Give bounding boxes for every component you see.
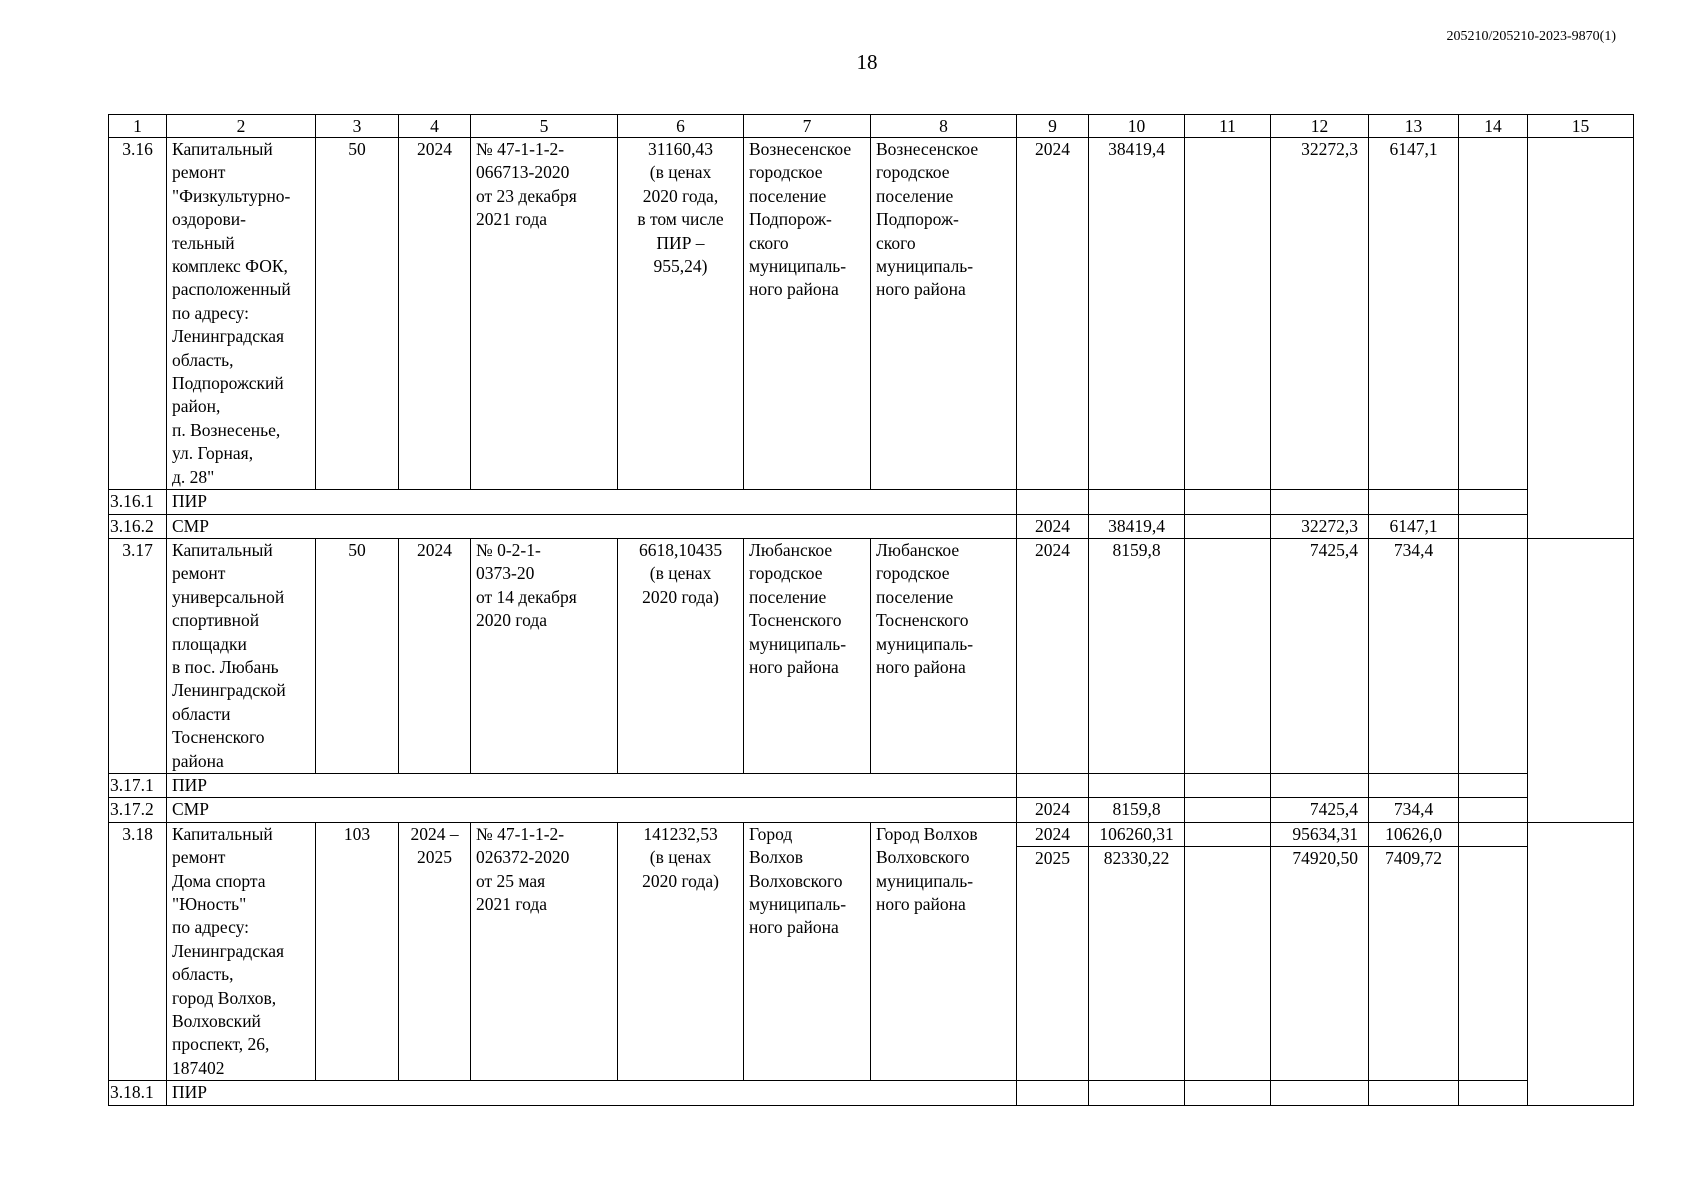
table-row [109, 490, 1634, 514]
cell-c13 [1369, 1081, 1459, 1105]
cell-c10 [1089, 773, 1185, 797]
cell-c9: 2024 [1017, 798, 1089, 822]
table-row [109, 822, 1634, 846]
cell-c5: № 0-2-1- 0373-20 от 14 декабря 2020 года [471, 538, 618, 773]
cell-c10: 82330,22 [1089, 847, 1185, 1081]
cell-c4: 2024 [399, 538, 471, 773]
cell-c14 [1459, 514, 1528, 538]
row-number: 3.17 [109, 538, 167, 773]
column-header: 11 [1185, 115, 1271, 138]
cell-c11 [1185, 773, 1271, 797]
column-header: 5 [471, 115, 618, 138]
cell-c9: 2024 [1017, 138, 1089, 490]
table-row [109, 798, 1634, 822]
cell-c12: 95634,31 [1271, 822, 1369, 846]
cell-c6: 6618,10435 (в ценах 2020 года) [618, 538, 744, 773]
column-numbers-row [109, 115, 1634, 138]
column-header: 6 [618, 115, 744, 138]
cell-c6: 31160,43 (в ценах 2020 года, в том числе ПИР – 955,24) [618, 138, 744, 490]
table-row [109, 773, 1634, 797]
cell-c13 [1369, 490, 1459, 514]
cell-c14 [1459, 798, 1528, 822]
cell-c14 [1459, 773, 1528, 797]
cell-c9: 2025 [1017, 847, 1089, 1081]
column-header: 9 [1017, 115, 1089, 138]
cell-c10 [1089, 1081, 1185, 1105]
cell-c8: Любанское городское поселение Тосненского муниципаль- ного района [871, 538, 1017, 773]
row-number: 3.16.2 [109, 514, 167, 538]
column-header: 8 [871, 115, 1017, 138]
cell-c14 [1459, 538, 1528, 773]
object-name: Капитальный ремонт универсальной спортивной площадки в пос. Любань Ленинградской области Тосненского района [167, 538, 316, 773]
cell-c14 [1459, 490, 1528, 514]
cell-c11 [1185, 538, 1271, 773]
cell-c13: 7409,72 [1369, 847, 1459, 1081]
cell-c12 [1271, 490, 1369, 514]
cell-c9: 2024 [1017, 514, 1089, 538]
cell-c3: 50 [316, 538, 399, 773]
cell-c11 [1185, 138, 1271, 490]
cell-c5: № 47-1-1-2- 026372-2020 от 25 мая 2021 года [471, 822, 618, 1080]
cell-c10: 8159,8 [1089, 798, 1185, 822]
cell-c11 [1185, 847, 1271, 1081]
column-header: 14 [1459, 115, 1528, 138]
cell-c11 [1185, 514, 1271, 538]
column-header: 12 [1271, 115, 1369, 138]
cell-c12 [1271, 1081, 1369, 1105]
column-header: 7 [744, 115, 871, 138]
cell-c9 [1017, 773, 1089, 797]
cell-c3: 50 [316, 138, 399, 490]
cell-c12: 32272,3 [1271, 514, 1369, 538]
column-header: 13 [1369, 115, 1459, 138]
cell-c10: 106260,31 [1089, 822, 1185, 846]
cell-c15 [1528, 538, 1634, 822]
row-number: 3.16 [109, 138, 167, 490]
cell-c11 [1185, 1081, 1271, 1105]
cell-c9 [1017, 490, 1089, 514]
row-label: ПИР [167, 1081, 1017, 1105]
cell-c12: 7425,4 [1271, 538, 1369, 773]
object-name: Капитальный ремонт "Физкультурно- оздорови- тельный комплекс ФОК, расположенный по адресу: Ленинградская область, Подпорожский район, п. Вознесенье, ул. Горная, д. 28" [167, 138, 316, 490]
row-label: ПИР [167, 490, 1017, 514]
cell-c5: № 47-1-1-2- 066713-2020 от 23 декабря 2021 года [471, 138, 618, 490]
cell-c9: 2024 [1017, 538, 1089, 773]
cell-c14 [1459, 138, 1528, 490]
cell-c8: Вознесенское городское поселение Подпорож- ского муниципаль- ного района [871, 138, 1017, 490]
table-row [109, 138, 1634, 490]
cell-c12: 7425,4 [1271, 798, 1369, 822]
cell-c15 [1528, 822, 1634, 1105]
objects-table [108, 114, 1634, 1106]
cell-c13: 734,4 [1369, 798, 1459, 822]
row-label: СМР [167, 514, 1017, 538]
row-number: 3.17.1 [109, 773, 167, 797]
column-header: 2 [167, 115, 316, 138]
cell-c10 [1089, 490, 1185, 514]
column-header: 15 [1528, 115, 1634, 138]
cell-c14 [1459, 1081, 1528, 1105]
cell-c11 [1185, 822, 1271, 846]
cell-c10: 38419,4 [1089, 514, 1185, 538]
page-number: 18 [856, 50, 878, 74]
cell-c10: 8159,8 [1089, 538, 1185, 773]
cell-c15 [1528, 138, 1634, 539]
row-number: 3.18 [109, 822, 167, 1080]
object-name: Капитальный ремонт Дома спорта "Юность" по адресу: Ленинградская область, город Волхов, Волховский проспект, 26, 187402 [167, 822, 316, 1080]
cell-c13: 734,4 [1369, 538, 1459, 773]
cell-c13 [1369, 773, 1459, 797]
document-id: 205210/205210-2023-9870(1) [1446, 29, 1616, 44]
cell-c11 [1185, 490, 1271, 514]
column-header: 3 [316, 115, 399, 138]
row-number: 3.17.2 [109, 798, 167, 822]
cell-c7: Любанское городское поселение Тосненского муниципаль- ного района [744, 538, 871, 773]
cell-c13: 6147,1 [1369, 514, 1459, 538]
cell-c14 [1459, 822, 1528, 846]
cell-c14 [1459, 847, 1528, 1081]
row-label: СМР [167, 798, 1017, 822]
row-number: 3.16.1 [109, 490, 167, 514]
column-header: 4 [399, 115, 471, 138]
table-row [109, 1081, 1634, 1105]
cell-c13: 10626,0 [1369, 822, 1459, 846]
table-row [109, 514, 1634, 538]
cell-c10: 38419,4 [1089, 138, 1185, 490]
row-label: ПИР [167, 773, 1017, 797]
cell-c4: 2024 [399, 138, 471, 490]
cell-c6: 141232,53 (в ценах 2020 года) [618, 822, 744, 1080]
row-number: 3.18.1 [109, 1081, 167, 1105]
cell-c12: 32272,3 [1271, 138, 1369, 490]
cell-c9 [1017, 1081, 1089, 1105]
table-row [109, 538, 1634, 773]
column-header: 1 [109, 115, 167, 138]
cell-c12: 74920,50 [1271, 847, 1369, 1081]
cell-c7: Вознесенское городское поселение Подпорож- ского муниципаль- ного района [744, 138, 871, 490]
cell-c3: 103 [316, 822, 399, 1080]
cell-c13: 6147,1 [1369, 138, 1459, 490]
cell-c12 [1271, 773, 1369, 797]
cell-c7: Город Волхов Волховского муниципаль- ного района [744, 822, 871, 1080]
cell-c8: Город Волхов Волховского муниципаль- ного района [871, 822, 1017, 1080]
cell-c4: 2024 – 2025 [399, 822, 471, 1080]
cell-c11 [1185, 798, 1271, 822]
cell-c9: 2024 [1017, 822, 1089, 846]
column-header: 10 [1089, 115, 1185, 138]
